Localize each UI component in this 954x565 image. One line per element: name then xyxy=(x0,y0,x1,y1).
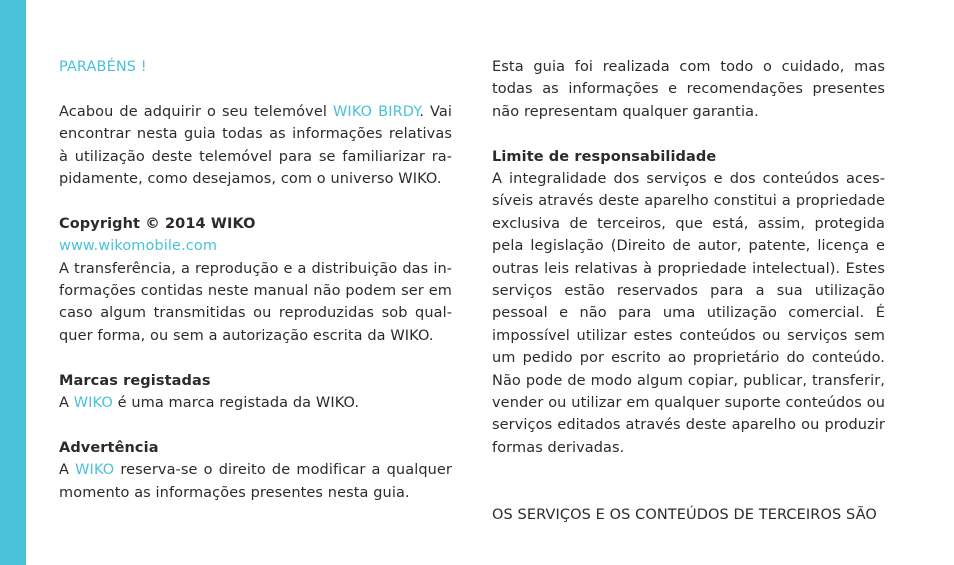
liability-paragraph: A integralidade dos serviços e dos conteúdos acessíveis através deste aparelho constitui a propriedade exclusiva de terceiros, que está, assim, protegida pela legislação (Direito de autor, patente, licença e outras leis relativas à propriedade intelectual). Estes serviços estão reservados para a sua utilização pessoal e não para uma utilização comercial. É impossível utilizar estes conteúdos ou serviços sem um pedido por escrito ao proprietário do conteúdo. Não pode de modo algum copiar, publicar, transferir, vender ou utilizar em qualquer suporte conteúdos ou serviços editados através deste aparelho ou produzir formas derivadas. xyxy=(492,171,885,456)
brand-name: WIKO xyxy=(75,462,115,479)
liability-heading: Limite de responsabilidade xyxy=(492,148,717,165)
third-party-services-line: OS SERVIÇOS E OS CONTEÚDOS DE TERCEIROS SÃO xyxy=(492,507,877,524)
product-name: WIKO BIRDY xyxy=(333,103,420,120)
warning-text: A xyxy=(59,462,76,479)
warning-paragraph xyxy=(59,459,452,504)
left-column xyxy=(59,56,452,504)
intro-text: Acabou de adquirir o seu telemóvel xyxy=(59,103,333,120)
warning-heading: Advertência xyxy=(59,439,159,456)
congrats-heading: PARABÉNS ! xyxy=(59,59,147,75)
intro-text-rest: . Vai encontrar nesta guia todas as informações relativas à utilização deste telemóvel para se familiarizar rapidamente, como desejamos, com o universo WIKO. xyxy=(59,103,452,188)
right-column xyxy=(492,56,885,527)
trademark-paragraph xyxy=(59,392,452,414)
disclaimer-paragraph: Esta guia foi realizada com todo o cuidado, mas todas as informações e recomendações presentes não representam qualquer garantia. xyxy=(492,59,885,120)
accent-side-bar xyxy=(0,0,26,565)
trademark-text-rest: é uma marca registada da WIKO. xyxy=(112,395,360,412)
trademark-text: A xyxy=(59,395,74,412)
website-link[interactable]: www.wikomobile.com xyxy=(59,238,218,255)
warning-text-rest: reserva-se o direito de modificar a qualquer momento as informações presentes nesta guia. xyxy=(59,462,452,501)
copyright-paragraph: A transferência, a reprodução e a distribuição das informações contidas neste manual não podem ser em caso algum transmitidas ou reproduzidas sob qualquer forma, ou sem a autorização escrita da WIKO. xyxy=(59,260,452,344)
trademark-heading: Marcas registadas xyxy=(59,372,211,389)
copyright-heading: Copyright © 2014 WIKO xyxy=(59,215,256,232)
intro-paragraph xyxy=(59,101,452,191)
brand-name: WIKO xyxy=(73,395,113,412)
